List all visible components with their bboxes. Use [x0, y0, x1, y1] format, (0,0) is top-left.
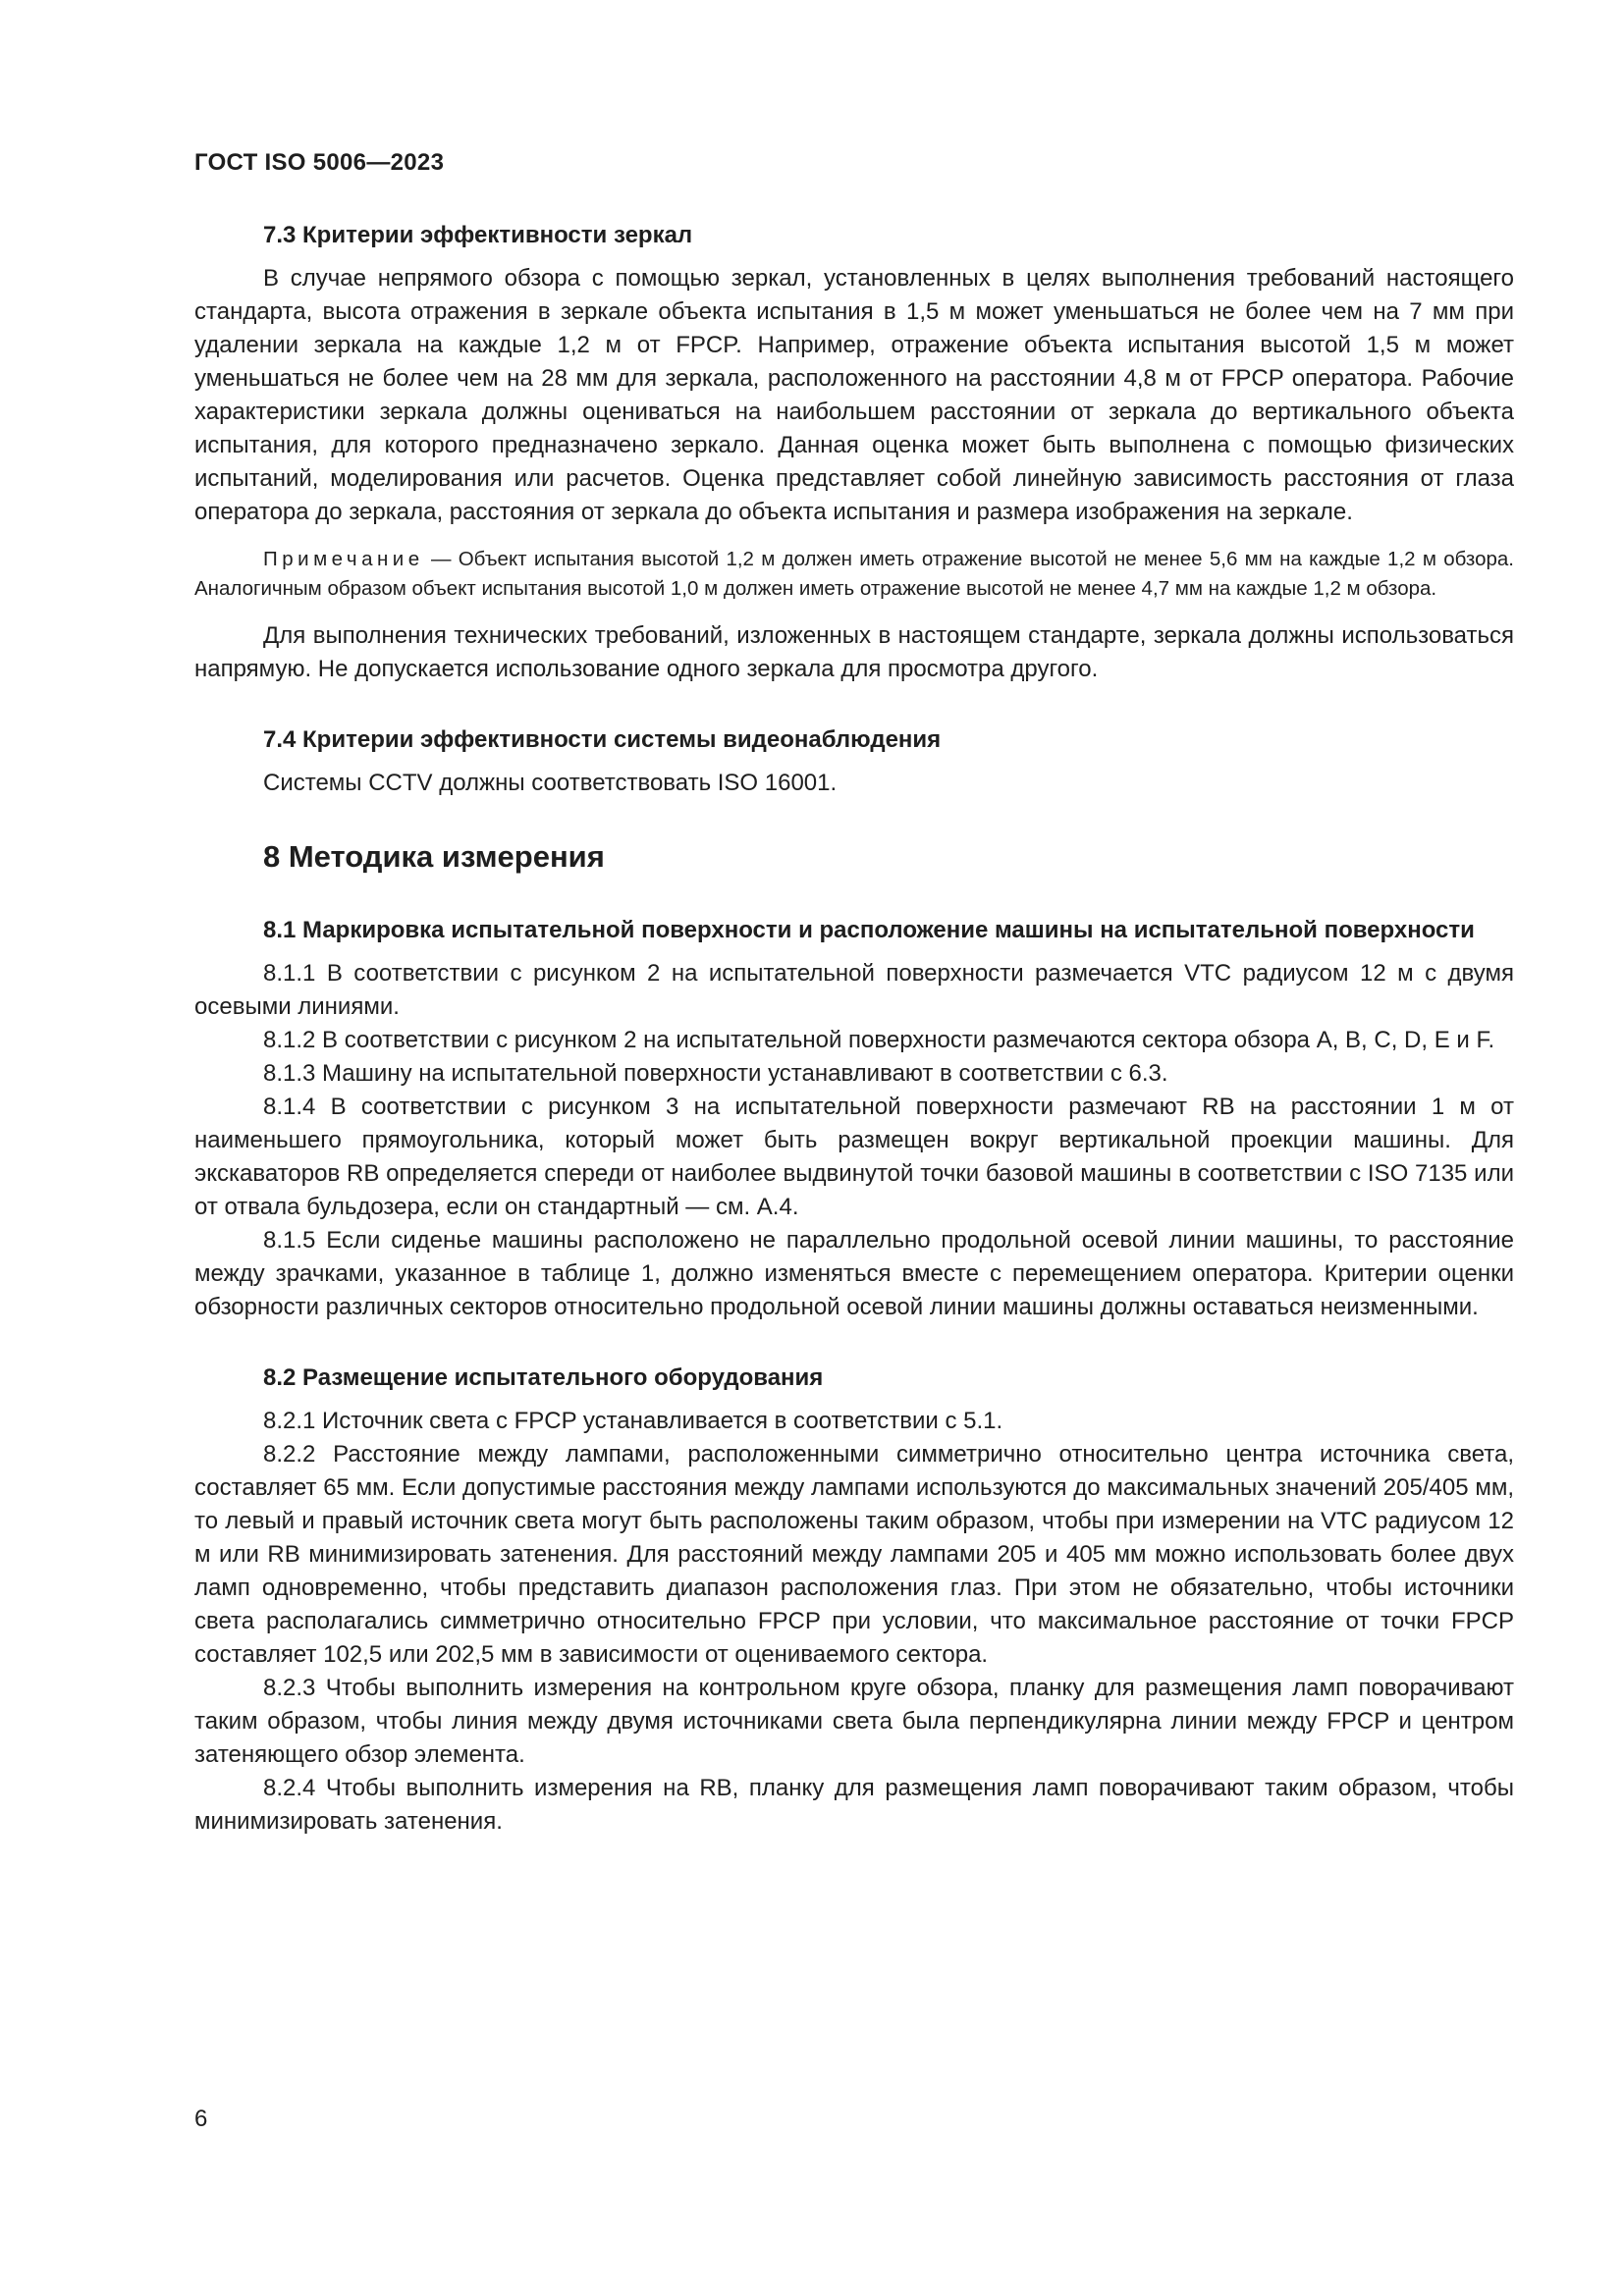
section-7-3-paragraph: В случае непрямого обзора с помощью зеркал, установленных в целях выполнения требований настоящего стандарта, высота отражения в зеркале объекта испытания в 1,5 м может уменьшаться не более чем на 7 мм при удалении зеркала на каждые 1,2 м от FPCP. Например, отражение объекта испытания высотой 1,5 м может уменьшаться не более чем на 28 мм для зеркала, расположенного на расстоянии 4,8 м от FPCP оператора. Рабочие характеристики зеркала должны оцениваться на наибольшем расстоянии от зеркала до вертикального объекта испытания, для которого предназначено зеркало. Данная оценка может быть выполнена с помощью физических испытаний, моделирования или расчетов. Оценка представляет собой линейную зависимость расстояния от глаза оператора до зеркала, расстояния от зеркала до объекта испытания и размера изображения на зеркале.	[194, 265, 1514, 525]
clause-8-1-1: 8.1.1 В соответствии с рисунком 2 на испытательной поверхности размечается VTC радиусом 12 м с двумя осевыми линиями.	[194, 960, 1514, 1020]
clause-8-2-1: 8.2.1 Источник света с FPCP устанавливается в соответствии с 5.1.	[263, 1408, 1003, 1434]
clause-8-1-5: 8.1.5 Если сиденье машины расположено не параллельно продольной осевой линии машины, то расстояние между зрачками, указанное в таблице 1, должно изменяться вместе с перемещением оператора. Критерии оценки обзорности различных секторов относительно продольной осевой линии машины должны оставаться неизменными.	[194, 1227, 1514, 1320]
clause-8-1-4: 8.1.4 В соответствии с рисунком 3 на испытательной поверхности размечают RB на расстоянии 1 м от наименьшего прямоугольника, который может быть размещен вокруг вертикальной проекции машины. Для экскаваторов RB определяется спереди от наиболее выдвинутой точки базовой машины в соответствии с ISO 7135 или от отвала бульдозера, если он стандартный — см. А.4.	[194, 1094, 1514, 1220]
standard-header: ГОСТ ISO 5006—2023	[194, 149, 445, 176]
document-body	[194, 219, 1514, 1839]
section-7-4-paragraph: Системы CCTV должны соответствовать ISO 16001.	[263, 770, 838, 796]
note-text: — Объект испытания высотой 1,2 м должен иметь отражение высотой не менее 5,6 мм на каждые 1,2 м обзора. Аналогичным образом объект испытания высотой 1,0 м должен иметь отражение высотой не менее 4,7 мм на каждые 1,2 м обзора.	[194, 548, 1514, 600]
section-8-heading: 8 Методика измерения	[263, 839, 605, 874]
section-8-1-heading: 8.1 Маркировка испытательной поверхности и расположение машины на испытательной поверхности	[263, 917, 1475, 943]
section-8-2-heading: 8.2 Размещение испытательного оборудования	[263, 1364, 824, 1391]
section-7-4-heading: 7.4 Критерии эффективности системы видеонаблюдения	[263, 726, 942, 753]
note-label: Примечание	[263, 548, 424, 570]
clause-8-1-2: 8.1.2 В соответствии с рисунком 2 на испытательной поверхности размечаются сектора обзора А, В, С, D, Е и F.	[263, 1027, 1495, 1053]
section-7-3-heading: 7.3 Критерии эффективности зеркал	[263, 222, 693, 248]
clause-8-2-2: 8.2.2 Расстояние между лампами, расположенными симметрично относительно центра источника света, составляет 65 мм. Если допустимые расстояния между лампами используются до максимальных значений 205/405 мм, то левый и правый источник света могут быть расположены таким образом, чтобы при измерении на VTC радиусом 12 м или RB минимизировать затенения. Для расстояний между лампами 205 и 405 мм можно использовать более двух ламп одновременно, чтобы представить диапазон расположения глаз. При этом не обязательно, чтобы источники света располагались симметрично относительно FPCP при условии, что максимальное расстояние от точки FPCP составляет 102,5 или 202,5 мм в зависимости от оцениваемого сектора.	[194, 1441, 1514, 1668]
section-7-3-paragraph-2: Для выполнения технических требований, изложенных в настоящем стандарте, зеркала должны использоваться напрямую. Не допускается использование одного зеркала для просмотра другого.	[194, 622, 1514, 682]
note-paragraph	[194, 545, 1514, 604]
clause-8-1-3: 8.1.3 Машину на испытательной поверхности устанавливают в соответствии с 6.3.	[263, 1060, 1168, 1087]
page-number: 6	[194, 2106, 208, 2132]
clause-8-2-3: 8.2.3 Чтобы выполнить измерения на контрольном круге обзора, планку для размещения ламп поворачивают таким образом, чтобы линия между двумя источниками света была перпендикулярна линии между FPCP и центром затеняющего обзор элемента.	[194, 1675, 1514, 1768]
clause-8-2-4: 8.2.4 Чтобы выполнить измерения на RB, планку для размещения ламп поворачивают таким образом, чтобы минимизировать затенения.	[194, 1775, 1514, 1835]
